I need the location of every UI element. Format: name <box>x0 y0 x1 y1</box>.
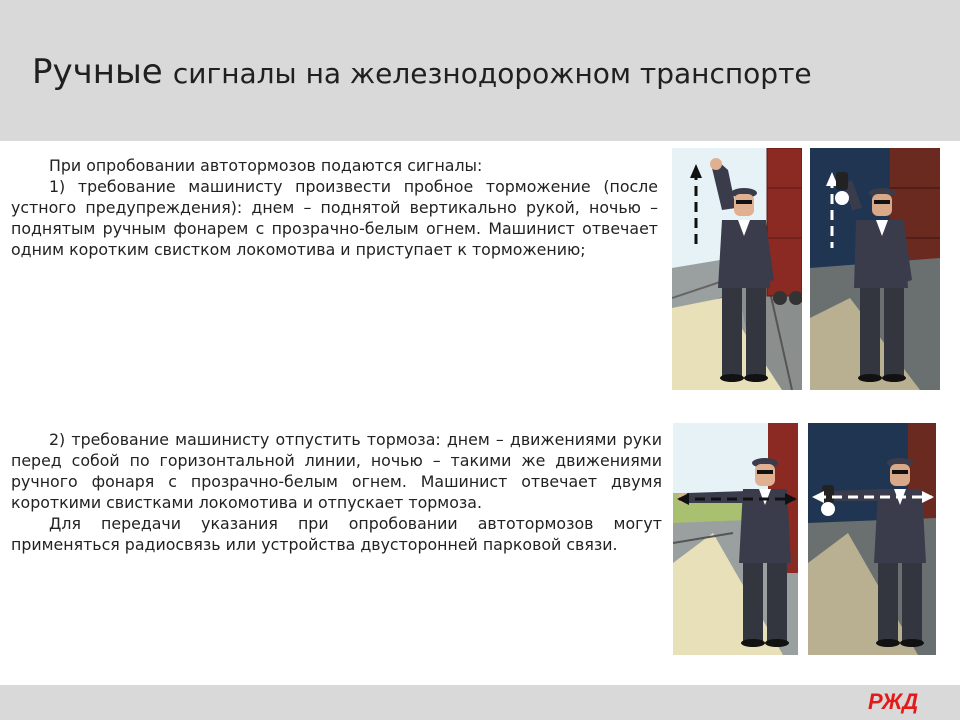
signal1-description: 1) требование машинисту произвести пробное торможение (после устного предупреждения): днем – поднятой вертикально рукой, ночью – поднятым ручным фонарем с прозрачно-белым огнем. Машинист отвечает одним коротким свистком локомотива и приступает к торможению; <box>11 177 658 259</box>
illustration-day-raised-arm <box>672 148 802 390</box>
svg-text:РЖД: РЖД <box>868 689 919 714</box>
illustration-day-horizontal-arm <box>673 423 798 655</box>
signal1-intro: При опробовании автотормозов подаются сигналы: <box>49 156 483 175</box>
signal2-text <box>11 429 662 555</box>
header-bar <box>0 0 960 141</box>
page-title <box>32 52 812 92</box>
night-horizontal-lantern-image <box>808 423 936 655</box>
signal2-note: Для передачи указания при опробовании автотормозов могут применяться радиосвязь или устройства двусторонней парковой связи. <box>11 514 662 554</box>
night-raised-lantern-image <box>810 148 940 390</box>
rzd-logo <box>866 688 926 718</box>
illustration-night-raised-lantern <box>810 148 940 390</box>
illustration-night-horizontal-lantern <box>808 423 936 655</box>
footer-bar <box>0 685 960 720</box>
rzd-logo-icon <box>866 688 926 714</box>
title-rest: сигналы на железнодорожном транспорте <box>172 57 812 90</box>
day-raised-arm-image <box>672 148 802 390</box>
signal2-description: 2) требование машинисту отпустить тормоза: днем – движениями руки перед собой по горизонтальной линии, ночью – такими же движениями ручного фонаря с прозрачно-белым огнем. Машинист отвечает двумя короткими свистками локомотива и отпускает тормоза. <box>11 430 662 512</box>
title-first-word: Ручные <box>32 52 163 92</box>
signal1-text <box>11 155 658 260</box>
day-horizontal-arm-image <box>673 423 798 655</box>
